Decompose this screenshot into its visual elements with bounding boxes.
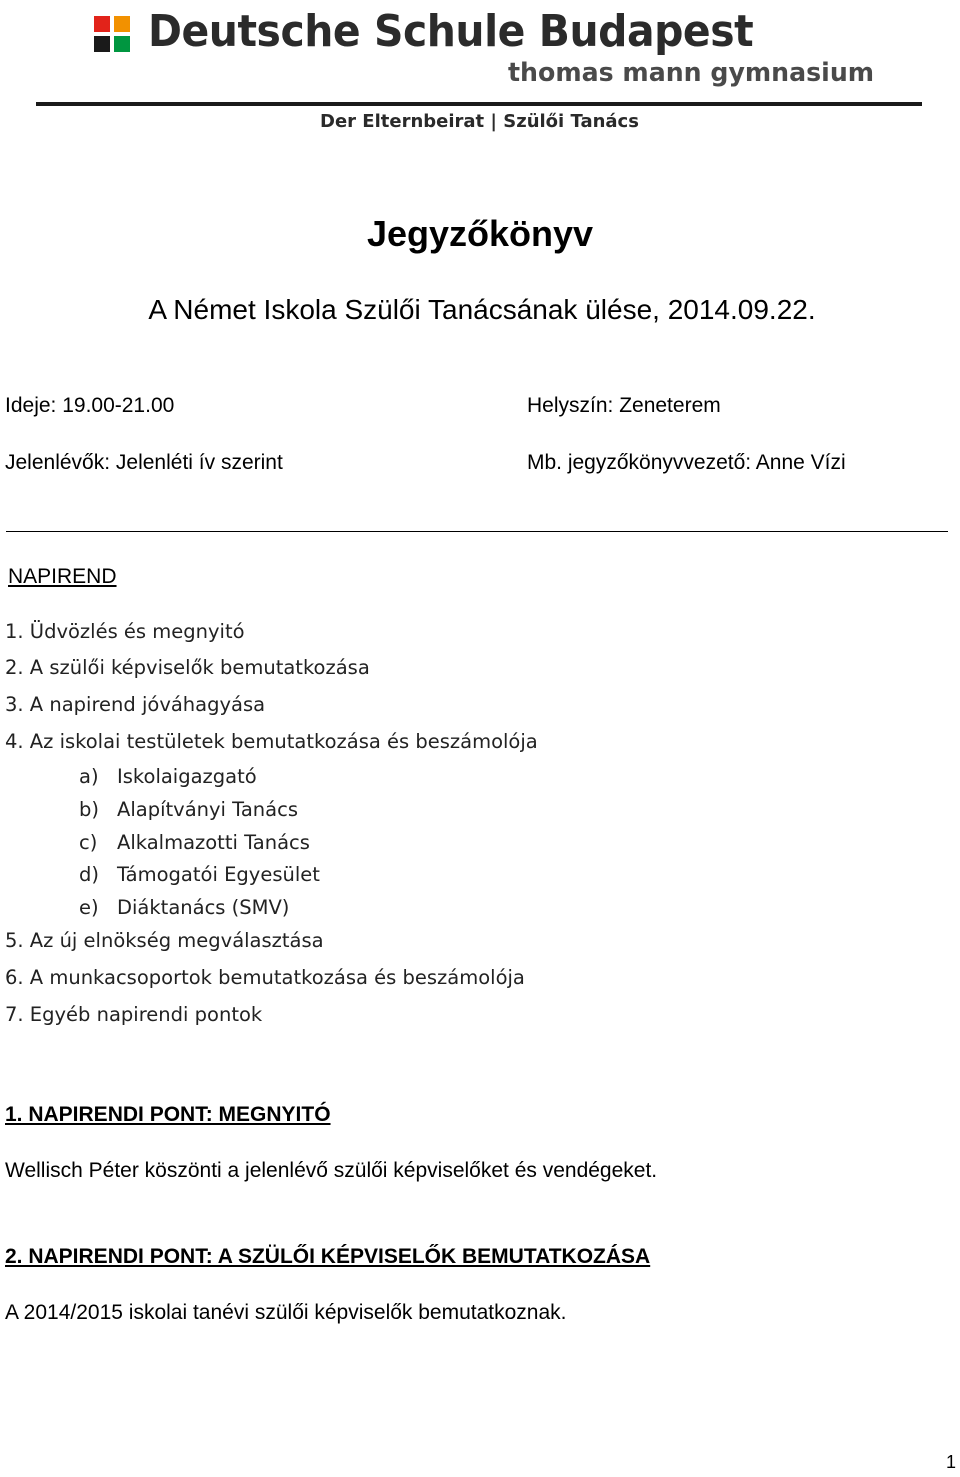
agenda-subitem xyxy=(79,798,298,821)
agenda-item: 3. A napirend jóváhagyása xyxy=(5,693,266,716)
subitem-text: Támogatói Egyesület xyxy=(117,863,320,886)
section-divider xyxy=(6,531,948,532)
section-heading: 2. NAPIRENDI PONT: A SZÜLŐI KÉPVISELŐK BEMUTATKOZÁSA xyxy=(5,1245,651,1268)
subitem-marker: e) xyxy=(79,896,99,919)
agenda-item: 2. A szülői képviselők bemutatkozása xyxy=(5,656,370,679)
meeting-recorder: Mb. jegyzőkönyvvezető: Anne Vízi xyxy=(527,451,846,474)
subitem-marker: b) xyxy=(79,798,99,821)
school-name: Deutsche Schule Budapest xyxy=(148,6,754,57)
section-text: Wellisch Péter köszönti a jelenlévő szülői képviselőket és vendégeket. xyxy=(5,1159,658,1182)
school-logo xyxy=(94,16,130,52)
document-subtitle: A Német Iskola Szülői Tanácsának ülése, 2014.09.22. xyxy=(148,294,816,325)
document-title: Jegyzőkönyv xyxy=(366,213,594,254)
agenda-subitem xyxy=(79,765,257,788)
subitem-marker: d) xyxy=(79,863,99,886)
subitem-text: Alkalmazotti Tanács xyxy=(117,831,310,854)
agenda-subitem xyxy=(79,831,310,854)
agenda-item: 1. Üdvözlés és megnyitó xyxy=(5,620,245,643)
agenda-subitem xyxy=(79,863,320,886)
header-subtitle: Der Elternbeirat | Szülői Tanács xyxy=(320,111,639,132)
header-divider xyxy=(36,102,922,106)
gymnasium-name: thomas mann gymnasium xyxy=(508,58,875,88)
meeting-time: Ideje: 19.00-21.00 xyxy=(5,394,175,417)
agenda-item: 7. Egyéb napirendi pontok xyxy=(5,1003,263,1026)
logo-square-red xyxy=(94,16,110,32)
agenda-item: 6. A munkacsoportok bemutatkozása és beszámolója xyxy=(5,966,525,989)
logo-square-green xyxy=(114,36,130,52)
subitem-text: Alapítványi Tanács xyxy=(117,798,298,821)
subitem-text: Diáktanács (SMV) xyxy=(117,896,290,919)
agenda-item: 5. Az új elnökség megválasztása xyxy=(5,929,324,952)
logo-square-orange xyxy=(114,16,130,32)
agenda-heading: NAPIREND xyxy=(8,565,117,588)
section-heading: 1. NAPIRENDI PONT: MEGNYITÓ xyxy=(5,1103,331,1126)
agenda-subitem xyxy=(79,896,289,919)
agenda-item: 4. Az iskolai testületek bemutatkozása és beszámolója xyxy=(5,730,538,753)
logo-square-black xyxy=(94,36,110,52)
page-number: 1 xyxy=(946,1452,957,1472)
subitem-marker: a) xyxy=(79,765,99,788)
section-text: A 2014/2015 iskolai tanévi szülői képviselők bemutatkoznak. xyxy=(5,1301,567,1324)
meeting-place: Helyszín: Zeneterem xyxy=(527,394,721,417)
subitem-text: Iskolaigazgató xyxy=(117,765,257,788)
meeting-attendees: Jelenlévők: Jelenléti ív szerint xyxy=(5,451,283,474)
subitem-marker: c) xyxy=(79,831,98,854)
